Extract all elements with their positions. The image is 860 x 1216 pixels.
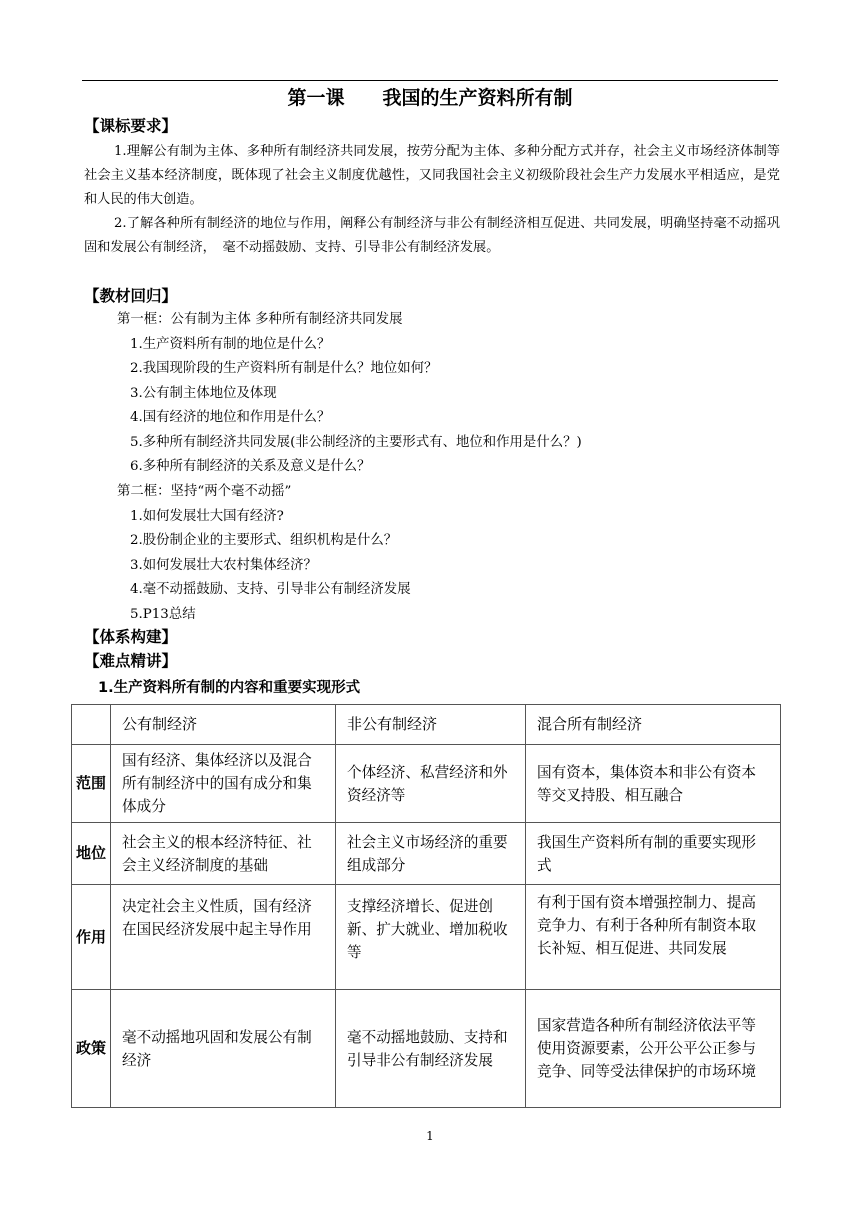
frame1-item-5: 5.多种所有制经济共同发展(非公制经济的主要形式有、地位和作用是什么？) <box>130 435 582 450</box>
frame2-item-3: 3.如何发展壮大农村集体经济？ <box>130 558 317 573</box>
section-curriculum: 【课标要求】 <box>84 117 178 135</box>
table-cell: 支撑经济增长、促进创新、扩大就业、增加税收等 <box>336 885 526 990</box>
row-label: 地位 <box>72 823 111 885</box>
table-cell: 有利于国有资本增强控制力、提高竞争力、有利于各种所有制资本取长补短、相互促进、共同发展 <box>526 885 781 990</box>
frame1-item-1: 1.生产资料所有制的地位是什么？ <box>130 337 331 352</box>
table-cell: 国有经济、集体经济以及混合所有制经济中的国有成分和集体成分 <box>111 745 336 823</box>
frame2-item-1: 1.如何发展壮大国有经济? <box>130 509 284 524</box>
frame1-title: 第一框：公有制为主体 多种所有制经济共同发展 <box>117 312 403 327</box>
frame2-item-5: 5.P13总结 <box>130 607 196 622</box>
table-cell: 社会主义市场经济的重要组成部分 <box>336 823 526 885</box>
table-header-cell: 非公有制经济 <box>336 705 526 745</box>
table-cell: 社会主义的根本经济特征、社会主义经济制度的基础 <box>111 823 336 885</box>
ownership-table <box>71 704 781 1108</box>
table-row <box>72 823 781 885</box>
lesson-title: 第一课 我国的生产资料所有制 <box>287 87 573 109</box>
frame1-item-2: 2.我国现阶段的生产资料所有制是什么？地位如何？ <box>130 361 438 376</box>
table-cell: 毫不动摇地巩固和发展公有制经济 <box>111 990 336 1108</box>
table-row <box>72 990 781 1108</box>
row-label: 政策 <box>72 990 111 1108</box>
frame1-item-3: 3.公有制主体地位及体现 <box>130 386 277 401</box>
frame2-item-4: 4.毫不动摇鼓励、支持、引导非公有制经济发展 <box>130 582 411 597</box>
frame2-item-2: 2.股份制企业的主要形式、组织机构是什么？ <box>130 533 398 548</box>
table-header-row <box>72 705 781 745</box>
table-cell: 决定社会主义性质，国有经济在国民经济发展中起主导作用 <box>111 885 336 990</box>
table-header-cell <box>72 705 111 745</box>
table-cell: 国家营造各种所有制经济依法平等使用资源要素，公开公平公正参与竞争、同等受法律保护的市场环境 <box>526 990 781 1108</box>
section-difficult: 【难点精讲】 <box>84 652 178 670</box>
curriculum-paragraph-2: 2.了解各种所有制经济的地位与作用，阐释公有制经济与非公有制经济相互促进、共同发展，明确坚持毫不动摇巩固和发展公有制经济， 毫不动摇鼓励、支持、引导非公有制经济发展。 <box>84 216 780 255</box>
page-number: 1 <box>426 1129 434 1143</box>
table-header-cell: 公有制经济 <box>111 705 336 745</box>
table-row <box>72 745 781 823</box>
table-row <box>72 885 781 990</box>
difficult-point-1: 1.生产资料所有制的内容和重要实现形式 <box>98 680 361 696</box>
frame1-item-6: 6.多种所有制经济的关系及意义是什么？ <box>130 459 371 474</box>
frame2-title: 第二框：坚持“两个毫不动摇” <box>117 484 292 499</box>
row-label: 作用 <box>72 885 111 990</box>
curriculum-paragraph-1: 1.理解公有制为主体、多种所有制经济共同发展，按劳分配为主体、多种分配方式并存，社会主义市场经济体制等社会主义基本经济制度，既体现了社会主义制度优越性，又同我国社会主义初级阶段社会生产力发展水平相适应，是党和人民的伟大创造。 <box>84 144 780 207</box>
table-cell: 我国生产资料所有制的重要实现形式 <box>526 823 781 885</box>
section-review: 【教材回归】 <box>84 287 178 305</box>
row-label: 范围 <box>72 745 111 823</box>
table-cell: 毫不动摇地鼓励、支持和引导非公有制经济发展 <box>336 990 526 1108</box>
section-system: 【体系构建】 <box>84 628 178 646</box>
frame1-item-4: 4.国有经济的地位和作用是什么？ <box>130 410 331 425</box>
header-rule <box>82 80 778 81</box>
table-header-cell: 混合所有制经济 <box>526 705 781 745</box>
table-cell: 个体经济、私营经济和外资经济等 <box>336 745 526 823</box>
table-cell: 国有资本，集体资本和非公有资本等交叉持股、相互融合 <box>526 745 781 823</box>
